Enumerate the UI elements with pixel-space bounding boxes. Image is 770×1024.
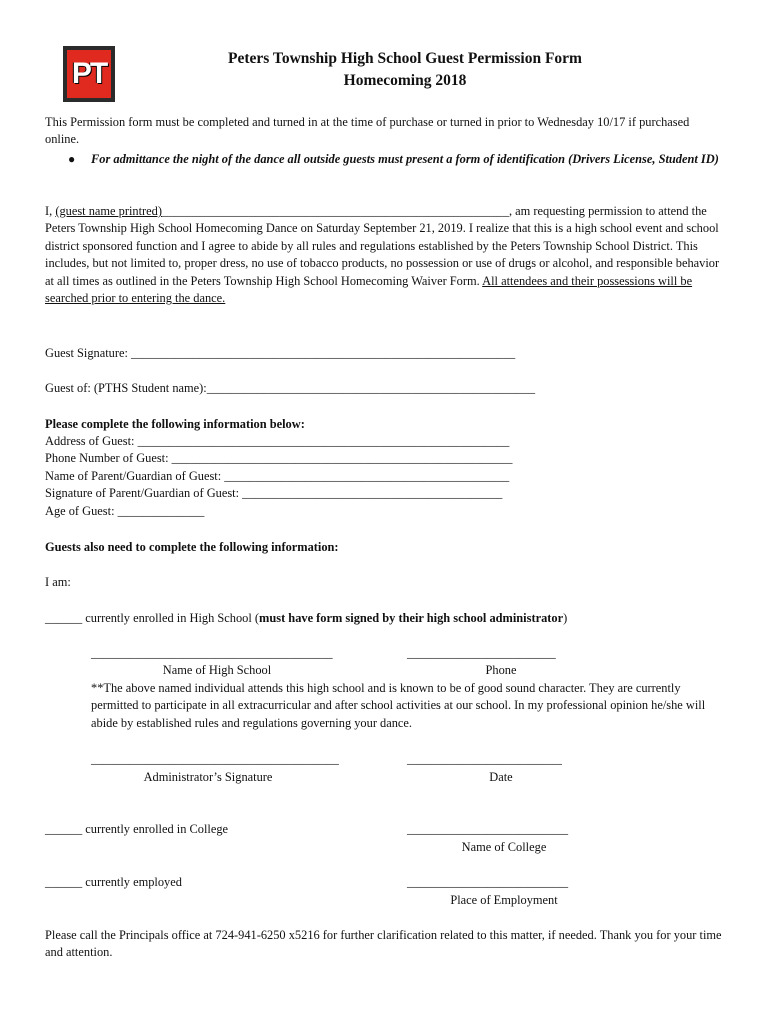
admin-signature-line[interactable]: ________________________________________ [91,752,339,766]
age-field[interactable]: Age of Guest: ______________ [45,504,205,518]
bullet-icon: ● [68,152,76,166]
guest-signature-field[interactable]: Guest Signature: ______________________________________________________________ [45,346,516,360]
high-school-phone-line[interactable]: ________________________ [407,646,556,660]
form-title: Peters Township High School Guest Permission Form [228,50,582,67]
logo-text: PT [71,57,107,90]
administrator-note: **The above named individual attends this high school and is known to be of good sound character. They are currently permitted to participate in all extracurricular and after school activities at our school. In my professional opinion he/she will abide by established rules and regulations governing your dance. [91,681,706,730]
admin-sign-note: must have form signed by their high school administrator [259,611,564,625]
intro-text: This Permission form must be completed and turned in at the time of purchase or turned in prior to Wednesday 10/17 if purchased online. [45,115,690,147]
high-school-phone-label: Phone [485,663,517,677]
search-notice: All attendees and their possessions will be searched prior to entering the dance. [45,273,693,306]
agreement-paragraph [45,203,725,307]
high-school-name-line[interactable]: _______________________________________ [91,646,333,660]
high-school-close: ) [563,611,568,625]
college-name-label: Name of College [461,840,547,854]
form-subtitle: Homecoming 2018 [343,72,467,89]
logo-badge [67,50,111,98]
form-title-block [170,48,640,92]
agreement-body: , am requesting permission to attend the Peters Township High School Homecoming Dance on Saturday September 21, 2019. I realize that this is a high school event and school district sponsored function and I agree to abide by all rules and regulations established by the Peters Township School District. This includes, but not limited to, proper dress, no use of tobacco products, no possession or use of drugs or alcohol, and responsible behavior at all times as outlined in the Peters Township High School Homecoming Waiver Form. [45,204,720,288]
guests-heading: Guests also need to complete the following information: [45,540,339,554]
college-option[interactable]: ______ currently enrolled in College [45,822,229,836]
employed-option[interactable]: ______ currently employed [45,875,182,889]
admin-signature-label: Administrator’s Signature [143,770,273,784]
employer-label: Place of Employment [450,893,558,907]
parent-name-field[interactable]: Name of Parent/Guardian of Guest: ______________________________________________ [45,469,510,483]
high-school-name-label: Name of High School [162,663,272,677]
guest-name-line[interactable]: ________________________________________________________ [162,204,509,218]
high-school-blank[interactable]: ______ currently enrolled in High School ( [45,611,260,625]
employer-line[interactable]: __________________________ [407,875,569,889]
admin-date-label: Date [489,770,513,784]
guest-name-label: (guest name printred) [55,204,162,218]
college-name-line[interactable]: __________________________ [407,822,569,836]
phone-field[interactable]: Phone Number of Guest: _______________________________________________________ [45,451,513,465]
high-school-option[interactable] [45,610,567,627]
footer-contact: Please call the Principals office at 724-941-6250 x5216 for further clarification related to this matter, if needed. Thank you for your time and attention. [45,928,722,960]
id-requirement: For admittance the night of the dance all outside guests must present a form of identification (Drivers License, Student ID) [91,152,719,166]
admin-date-line[interactable]: _________________________ [407,752,562,766]
i-am-label: I am: [45,575,71,589]
address-field[interactable]: Address of Guest: ____________________________________________________________ [45,434,510,448]
school-logo [63,46,115,102]
agreement-prefix: I, [45,204,56,218]
info-heading: Please complete the following information below: [45,417,305,431]
parent-signature-field[interactable]: Signature of Parent/Guardian of Guest: __________________________________________ [45,486,503,500]
guest-of-field[interactable]: Guest of: (PTHS Student name):_____________________________________________________ [45,381,536,395]
